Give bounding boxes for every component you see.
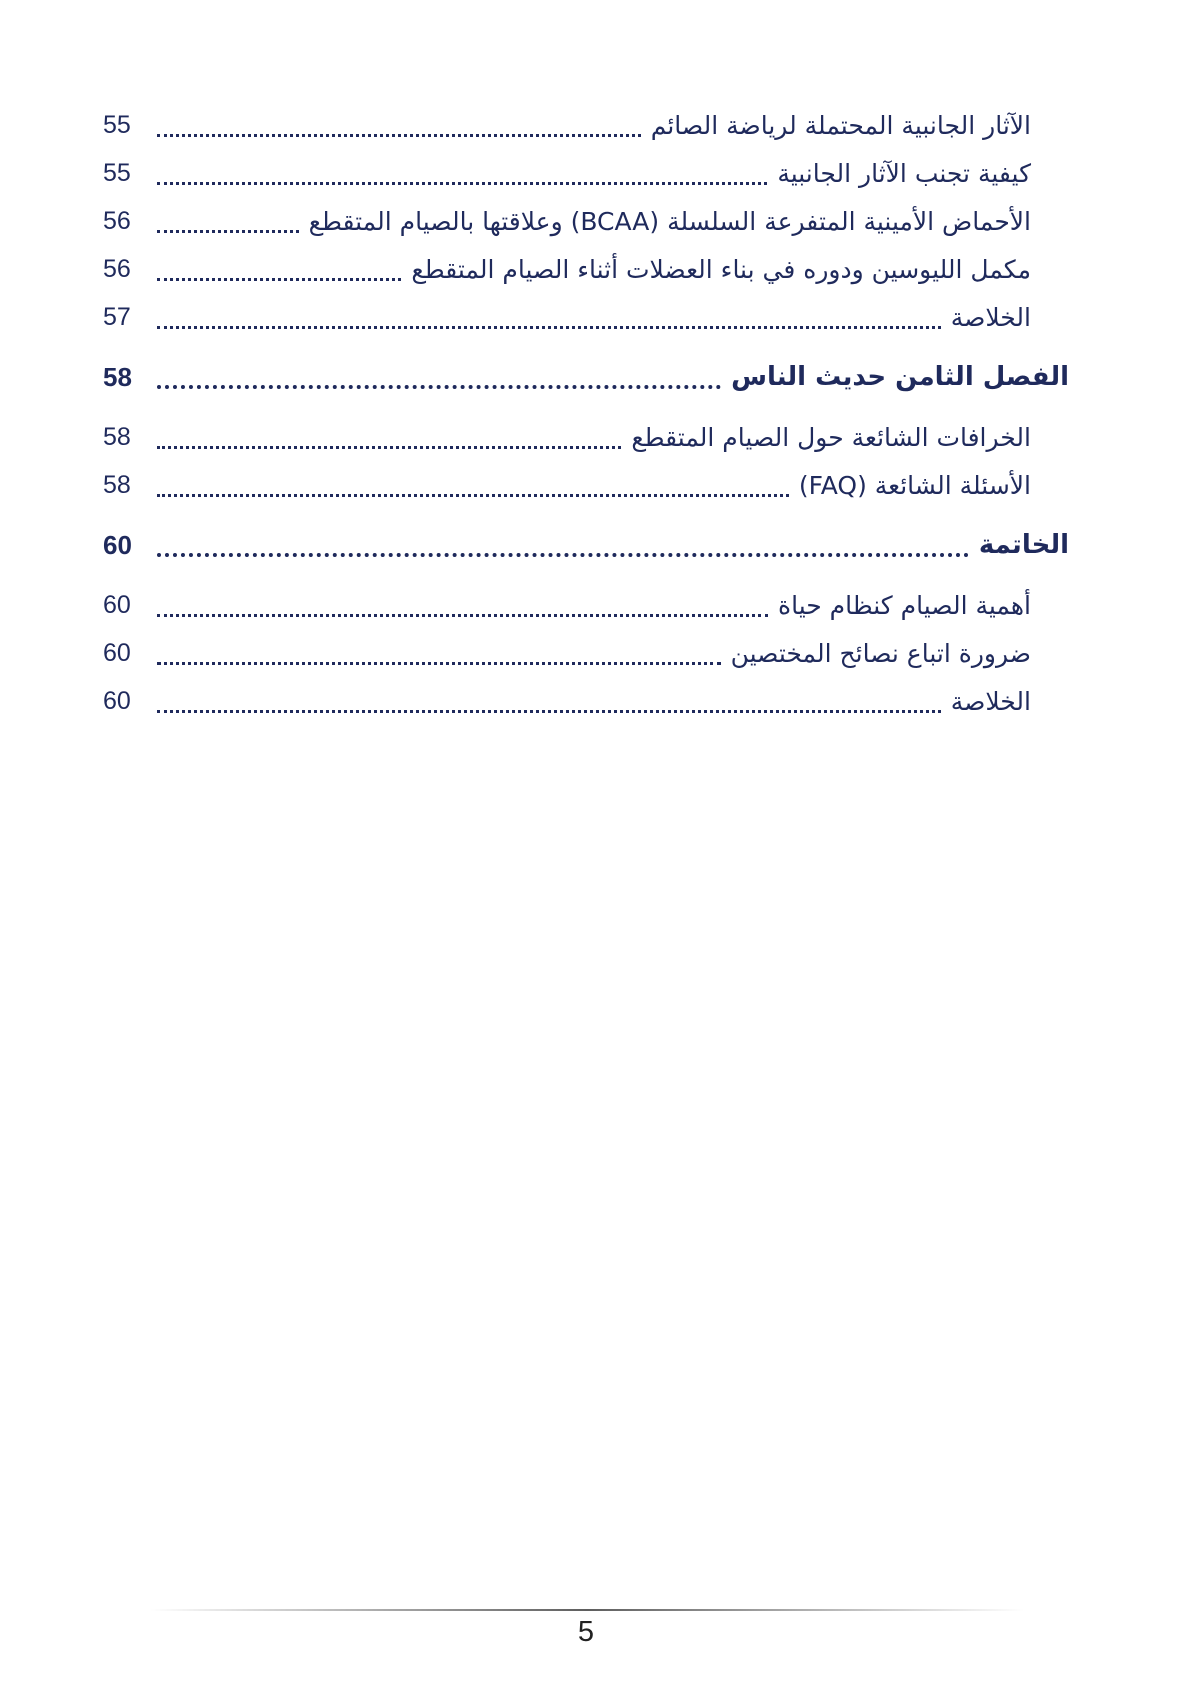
toc-entry[interactable]: [103, 105, 1031, 145]
dot-leader: [157, 326, 941, 329]
toc-entry-page: 60: [103, 590, 131, 619]
toc-entry-title: أهمية الصيام كنظام حياة: [777, 590, 1031, 620]
dot-leader: [157, 278, 401, 281]
toc-entry[interactable]: [103, 153, 1031, 193]
toc-chapter-page: 60: [103, 529, 132, 560]
dot-leader: [157, 134, 641, 137]
toc-entry-page: 58: [103, 470, 131, 499]
toc-entry-page: 60: [103, 638, 131, 667]
footer-divider: [150, 1609, 1024, 1611]
dot-leader: [157, 385, 721, 389]
dot-leader: [157, 230, 299, 233]
toc-entry-title: مكمل الليوسين ودوره في بناء العضلات أثناء الصيام المتقطع: [411, 254, 1031, 284]
toc-entry-page: 57: [103, 302, 131, 331]
toc-entry-page: 58: [103, 422, 131, 451]
toc-entry-title: الأسئلة الشائعة (FAQ): [798, 470, 1031, 500]
toc-entry-page: 56: [103, 206, 131, 235]
dot-leader: [157, 446, 621, 449]
toc-entry-page: 55: [103, 158, 131, 187]
toc-entry-title: الخلاصة: [950, 302, 1031, 332]
toc-entry-page: 55: [103, 110, 131, 139]
dot-leader: [157, 494, 789, 497]
toc-chapter-title: الفصل الثامن حديث الناس: [731, 362, 1069, 392]
toc-entry[interactable]: [103, 297, 1031, 337]
toc-chapter-page: 58: [103, 361, 132, 392]
toc-entry[interactable]: [103, 465, 1031, 505]
toc-chapter-title: الخاتمة: [978, 530, 1069, 560]
toc-entry[interactable]: [103, 417, 1031, 457]
toc-entry[interactable]: [103, 249, 1031, 289]
toc-entry[interactable]: [103, 633, 1031, 673]
toc-entry-page: 60: [103, 686, 131, 715]
dot-leader: [157, 553, 969, 557]
toc-entry-title: الخلاصة: [950, 686, 1031, 716]
dot-leader: [157, 182, 767, 185]
toc-entry-page: 56: [103, 254, 131, 283]
dot-leader: [157, 662, 721, 665]
toc-entry-title: الخرافات الشائعة حول الصيام المتقطع: [631, 422, 1031, 452]
toc-chapter-entry[interactable]: [103, 525, 1069, 565]
toc-chapter-entry[interactable]: [103, 357, 1069, 397]
page-number: 5: [577, 1616, 595, 1648]
toc-entry-title: ضرورة اتباع نصائح المختصين: [730, 638, 1031, 668]
toc-entry-title: الأحماض الأمينية المتفرعة السلسلة (BCAA) وعلاقتها بالصيام المتقطع: [308, 206, 1031, 236]
toc-entry[interactable]: [103, 201, 1031, 241]
toc-entry[interactable]: [103, 585, 1031, 625]
toc-entry-title: الآثار الجانبية المحتملة لرياضة الصائم: [650, 110, 1031, 140]
toc-entry-title: كيفية تجنب الآثار الجانبية: [777, 158, 1031, 188]
dot-leader: [157, 614, 768, 617]
dot-leader: [157, 710, 941, 713]
toc-entry[interactable]: [103, 681, 1031, 721]
